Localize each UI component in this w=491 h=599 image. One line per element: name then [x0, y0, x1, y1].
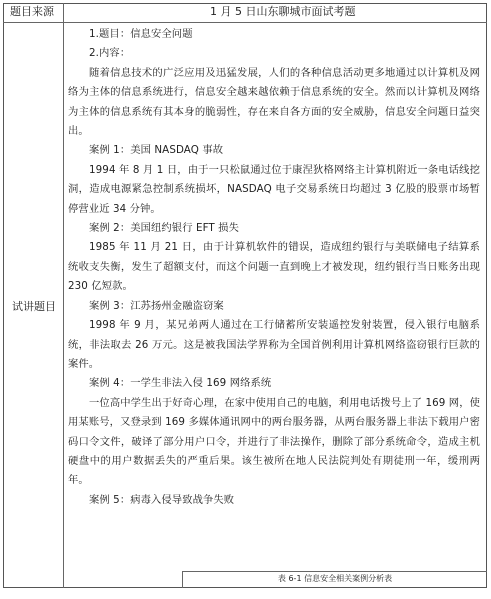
- case-title: 案例 1：美国 NASDAQ 事故: [89, 144, 224, 157]
- caption-box: [183, 572, 487, 588]
- header-source-value: 1 月 5 日山东聊城市面试考题: [210, 5, 356, 18]
- case-text: 1998 年 9 月，某兄弟两人通过在工行储蓄所安装遥控发射装置，侵入银行电脑系统，非法取去 26 万元。这是被我国法学界称为全国首例利用计算机网络盗窃银行巨款的案件。: [68, 319, 480, 370]
- content-cell: [68, 25, 480, 510]
- question-title: 1.题目：信息安全问题: [89, 28, 193, 40]
- table-caption: 表 6-1 信息安全相关案例分析表: [277, 574, 393, 583]
- case-title: 案例 2：美国纽约银行 EFT 损失: [89, 222, 239, 235]
- case-text: 1994 年 8 月 1 日，由于一只松鼠通过位于康涅狄格网络主计算机附近一条电话线挖洞，造成电源紧急控制系统损坏，NASDAQ 电子交易系统日均超过 3 亿股的股票市场暂停营业近 34 分钟。: [68, 163, 480, 215]
- column-divider: [63, 3, 64, 588]
- case-text: 一位高中学生出于好奇心理，在家中使用自己的电脑，利用电话拨号上了 169 网，使用某账号，又登录到 169 多媒体通讯网中的两台服务器，从两台服务器上非法下载用户密码口令文件，破译了部分用户口令，并进行了非法操作，删除了部分系统命令，造成主机硬盘中的用户数据丢失的严重后果。该生被所在地人民法院判处有期徒刑一年，缓刑两年。: [68, 396, 480, 487]
- case-text: 1985 年 11 月 21 日，由于计算机软件的错误，造成纽约银行与美联储电子结算系统收支失衡，发生了超额支付，而这个问题一直到晚上才被发现，纽约银行当日账务出现 230 亿短款。: [68, 241, 480, 293]
- header-source-label: 题目来源: [10, 5, 54, 18]
- intro-paragraph: 随着信息技术的广泛应用及迅猛发展，人们的各种信息活动更多地通过以计算机及网络为主体的信息系统进行，信息安全越来越依赖于信息系统的安全。然而以计算机及网络为主体的信息系统有其本身的脆弱性，存在来自各方面的安全威胁，信息安全问题日益突出。: [68, 66, 480, 138]
- case-title: 案例 5：病毒入侵导致战争失败: [89, 493, 235, 506]
- content-label: 2.内容：: [89, 47, 131, 60]
- row-label: 试讲题目: [12, 300, 56, 313]
- case-title: 案例 3：江苏扬州金融盗窃案: [89, 299, 224, 312]
- case-title: 案例 4：一学生非法入侵 169 网络系统: [89, 377, 272, 390]
- header-divider: [3, 22, 487, 23]
